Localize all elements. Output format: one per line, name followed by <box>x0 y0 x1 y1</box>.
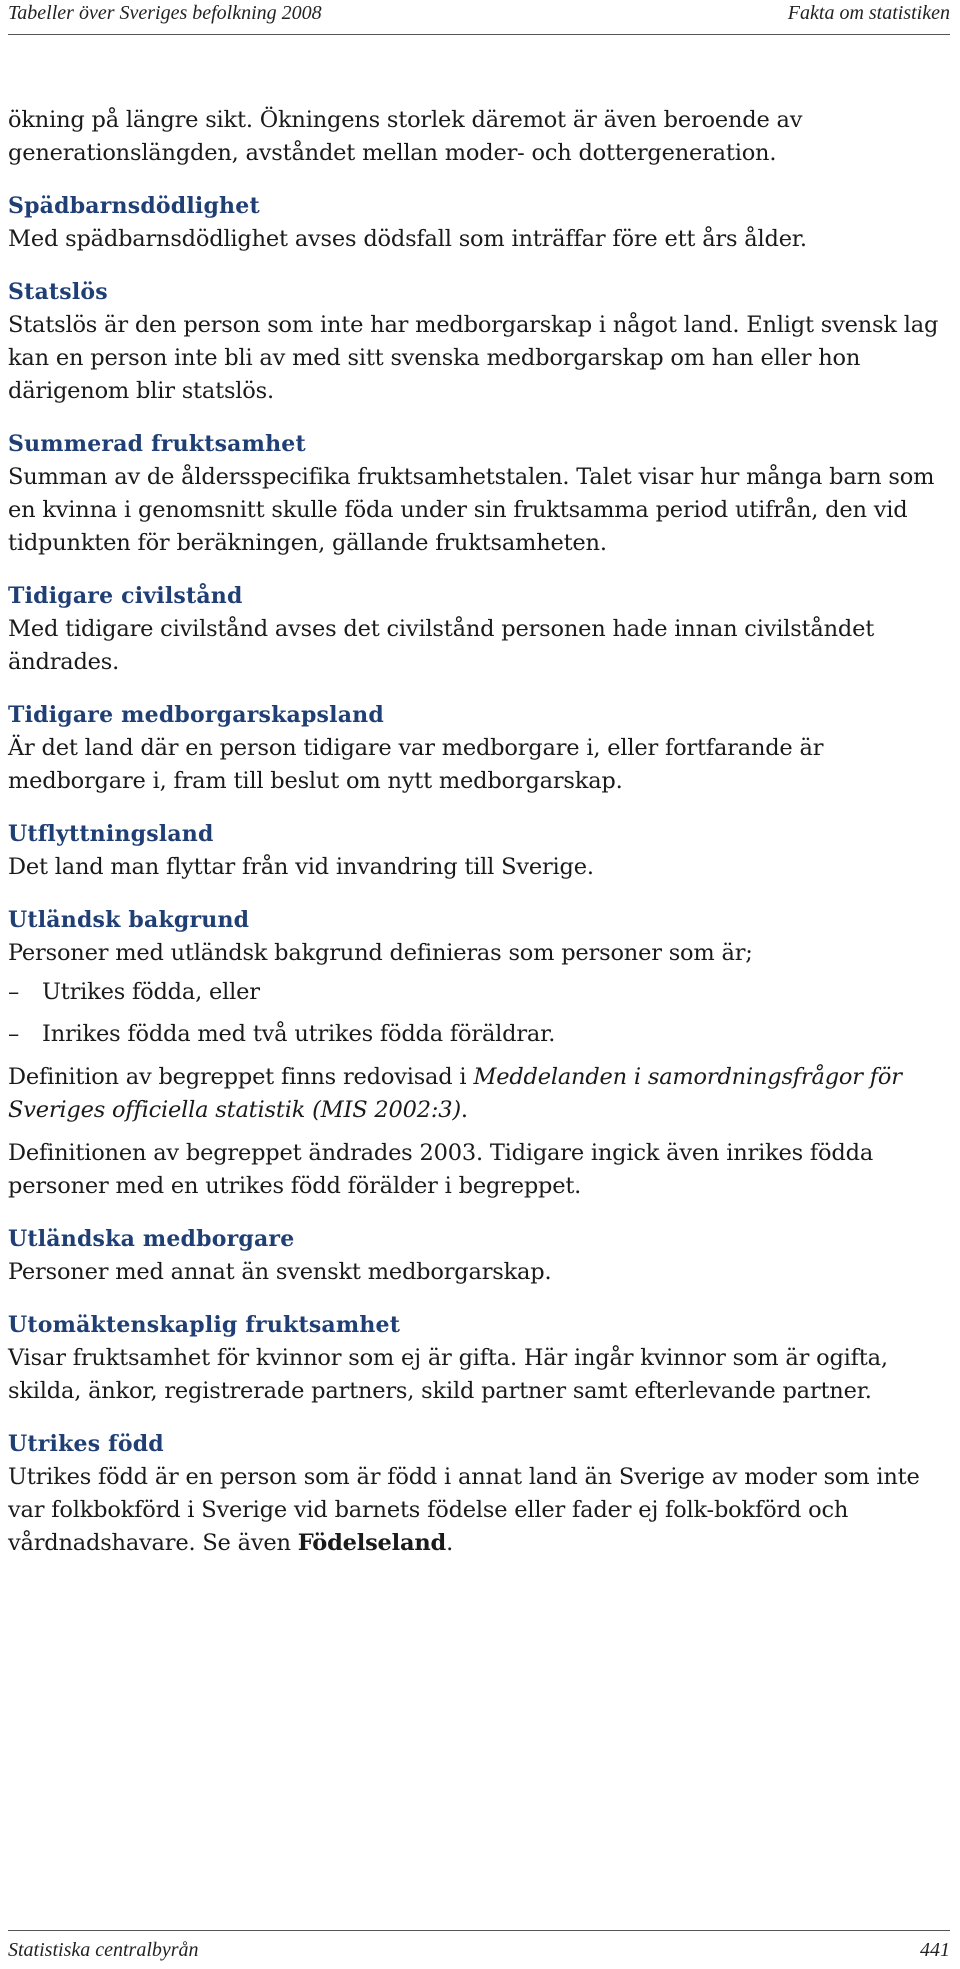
entry-text: Med tidigare civilstånd avses det civilstånd personen hade innan civilståndet ändrades. <box>8 616 875 675</box>
entry-text: Det land man flyttar från vid invandring till Sverige. <box>8 854 594 880</box>
entry-title: Spädbarnsdödlighet <box>8 193 260 219</box>
definition-change-note: Definitionen av begreppet ändrades 2003. Tidigare ingick även inrikes födda personer med en utrikes född förälder i begreppet. <box>8 1140 874 1199</box>
entry-utrikes-fodd <box>8 1428 953 1560</box>
entry-text-main: Utrikes född är en person som är född i annat land än Sverige av moder som inte var folkbokförd i Sverige vid barnets födelse eller fader ej folk-bokförd och vårdnadshavare. Se även <box>8 1464 920 1556</box>
list-item <box>8 976 953 1009</box>
definition-reference <box>8 1061 953 1127</box>
entry-summerad-fruktsamhet <box>8 428 953 560</box>
entry-title: Summerad fruktsamhet <box>8 431 306 457</box>
entry-title: Utomäktenskaplig fruktsamhet <box>8 1312 401 1338</box>
page-footer <box>8 1930 950 1967</box>
entry-title: Utländska medborgare <box>8 1226 295 1252</box>
entry-utlandsk-bakgrund <box>8 904 953 1203</box>
entry-utflyttningsland <box>8 818 953 884</box>
definition-prefix: Definition av begreppet finns redovisad i <box>8 1064 474 1090</box>
entry-utomaktenskaplig-fruktsamhet <box>8 1309 953 1408</box>
entry-title: Utrikes född <box>8 1431 164 1457</box>
definition-suffix: . <box>460 1097 468 1123</box>
entry-spadbarnsdodlighet <box>8 190 953 256</box>
entry-statslos <box>8 276 953 408</box>
dash-marker: – <box>8 1021 20 1047</box>
intro-paragraph: ökning på längre sikt. Ökningens storlek däremot är även beroende av generationslängden, avståndet mellan moder- och dottergeneration. <box>8 107 803 166</box>
entry-title: Statslös <box>8 279 108 305</box>
entry-text: Summan av de åldersspecifika fruktsamhetstalen. Talet visar hur många barn som en kvinna i genomsnitt skulle föda under sin fruktsamma period utifrån, den vid tidpunkten för beräkningen, gällande fruktsamheten. <box>8 464 935 556</box>
running-header <box>8 0 950 35</box>
list-item-text: Inrikes födda med två utrikes födda föräldrar. <box>42 1021 556 1047</box>
entry-title: Tidigare civilstånd <box>8 583 243 609</box>
entry-text: Statslös är den person som inte har medborgarskap i något land. Enligt svensk lag kan en person inte bli av med sitt svenska medborgarskap om han eller hon därigenom blir statslös. <box>8 312 939 404</box>
footer-publisher: Statistiska centralbyrån <box>8 1939 199 1961</box>
entry-text: Personer med utländsk bakgrund definieras som personer som är; <box>8 940 753 966</box>
list-item <box>8 1018 953 1051</box>
entry-text: Personer med annat än svenskt medborgarskap. <box>8 1259 552 1285</box>
entry-title: Utflyttningsland <box>8 821 214 847</box>
publication-reference: Meddelanden i samordningsfrågor för Sveriges officiella statistik (MIS 2002:3) <box>8 1064 902 1123</box>
dash-marker: – <box>8 979 20 1005</box>
glossary-content <box>8 104 953 1560</box>
criteria-list <box>8 976 953 1051</box>
entry-text: Visar fruktsamhet för kvinnor som ej är gifta. Här ingår kvinnor som är ogifta, skilda, änkor, registrerade partners, skild partner samt efterlevande partner. <box>8 1345 888 1404</box>
entry-tidigare-civilstand <box>8 580 953 679</box>
entry-title: Utländsk bakgrund <box>8 907 250 933</box>
entry-text <box>8 1461 953 1560</box>
cross-reference: Födelseland <box>297 1530 447 1556</box>
page-number: 441 <box>920 1939 950 1961</box>
entry-text: Med spädbarnsdödlighet avses dödsfall som inträffar före ett års ålder. <box>8 226 807 252</box>
list-item-text: Utrikes födda, eller <box>42 979 260 1005</box>
header-section-title: Fakta om statistiken <box>787 2 950 24</box>
entry-title: Tidigare medborgarskapsland <box>8 702 384 728</box>
entry-utlandska-medborgare <box>8 1223 953 1289</box>
header-publication-title: Tabeller över Sveriges befolkning 2008 <box>8 2 322 24</box>
entry-tidigare-medborgarskapsland <box>8 699 953 798</box>
entry-text-end: . <box>446 1530 454 1556</box>
entry-text: Är det land där en person tidigare var medborgare i, eller fortfarande är medborgare i, fram till beslut om nytt medborgarskap. <box>8 735 824 794</box>
